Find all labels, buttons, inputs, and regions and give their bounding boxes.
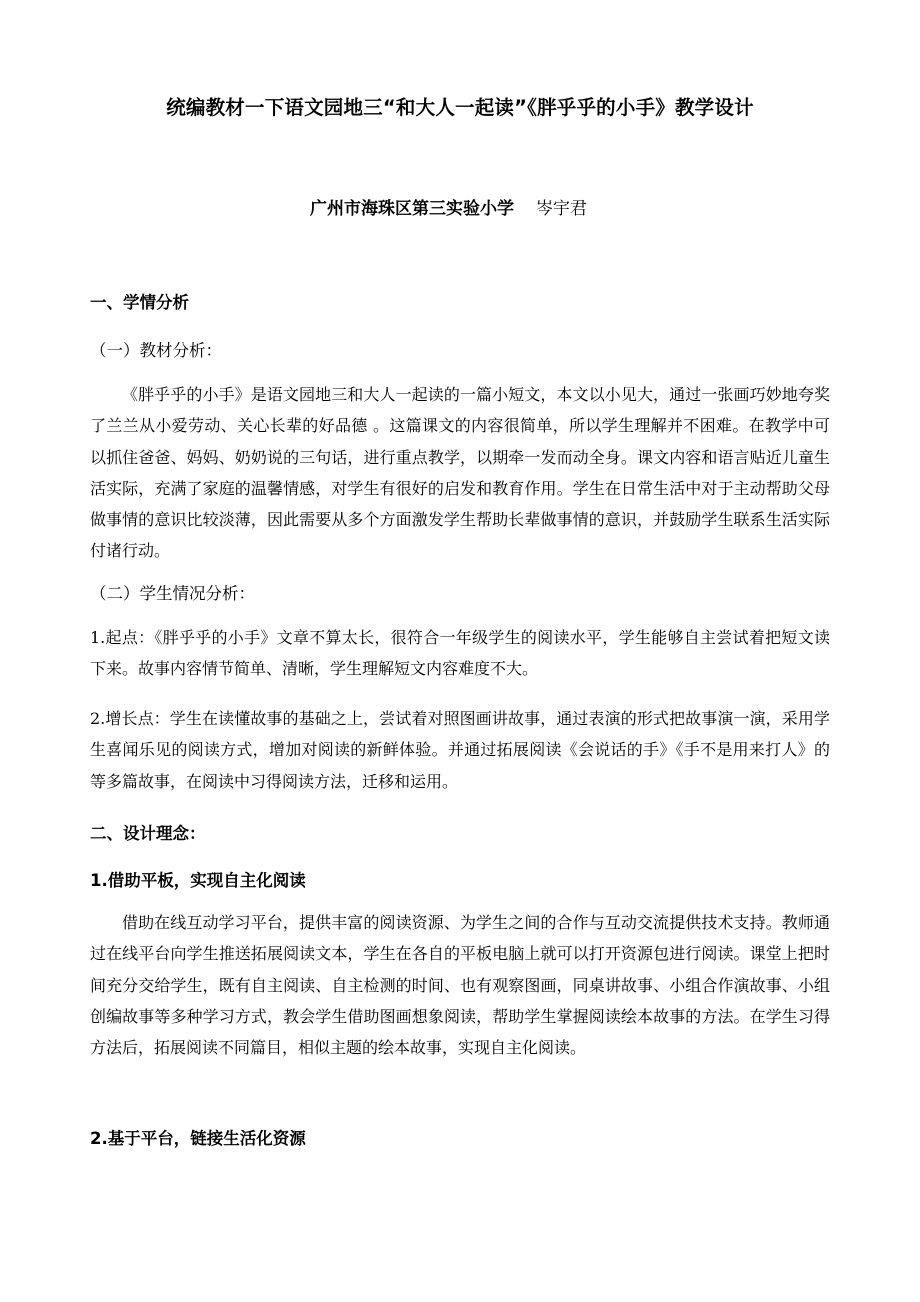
paragraph-textbook-analysis: 《胖乎乎的小手》是语文园地三和大人一起读的一篇小短文，本文以小见大，通过一张画巧妙地夸奖了兰兰从小爱劳动、关心长辈的好品德 。这篇课文的内容很简单，所以学生理解并不困难。在教学中可以抓住爸爸、妈妈、奶奶说的三句话，进行重点教学，以期牵一发而动全身。课文内容和语言贴近儿童生活实际，充满了家庭的温馨情感，对学生有很好的启发和教育作用。学生在日常生活中对于主动帮助父母做事情的意识比较淡薄，因此需要从多个方面激发学生帮助长辈做事情的意识，并鼓励学生联系生活实际付诸行动。: [90, 385, 830, 561]
author-name: 岑宇君: [536, 199, 587, 219]
section-heading-design-concept: 二、设计理念：: [90, 824, 206, 843]
paragraph-growth-point: 2.增长点：学生在读懂故事的基础之上，尝试着对照图画讲故事，通过表演的形式把故事演一演，采用学生喜闻乐见的阅读方式，增加对阅读的新鲜体验。并通过拓展阅读《会说话的手》《手不是用来打人》的等多篇故事，在阅读中习得阅读方法，迁移和运用。: [90, 709, 830, 791]
author-line: [310, 194, 587, 219]
point-heading-platform-resources: 2.基于平台，链接生活化资源: [90, 1129, 306, 1148]
point-heading-tablet-reading: 1.借助平板，实现自主化阅读: [90, 871, 306, 890]
document-title: 统编教材一下语文园地三“和大人一起读”《胖乎乎的小手》教学设计: [166, 96, 754, 119]
section-heading-learning-analysis: 一、学情分析: [90, 293, 189, 312]
author-school: 广州市海珠区第三实验小学: [310, 199, 514, 219]
subsection-heading-textbook-analysis: （一）教材分析：: [90, 341, 222, 360]
subsection-heading-student-analysis: （二）学生情况分析：: [90, 584, 255, 603]
paragraph-starting-point: 1.起点：《胖乎乎的小手》文章不算太长，很符合一年级学生的阅读水平，学生能够自主尝试着把短文读下来。故事内容情节简单、清晰，学生理解短文内容难度不大。: [90, 628, 830, 679]
paragraph-tablet-reading: 借助在线互动学习平台，提供丰富的阅读资源、为学生之间的合作与互动交流提供技术支持。教师通过在线平台向学生推送拓展阅读文本，学生在各自的平板电脑上就可以打开资源包进行阅读。课堂上把时间充分交给学生，既有自主阅读、自主检测的时间、也有观察图画，同桌讲故事、小组合作演故事、小组创编故事等多种学习方式，教会学生借助图画想象阅读，帮助学生掌握阅读绘本故事的方法。在学生习得方法后，拓展阅读不同篇目，相似主题的绘本故事，实现自主化阅读。: [90, 913, 830, 1058]
